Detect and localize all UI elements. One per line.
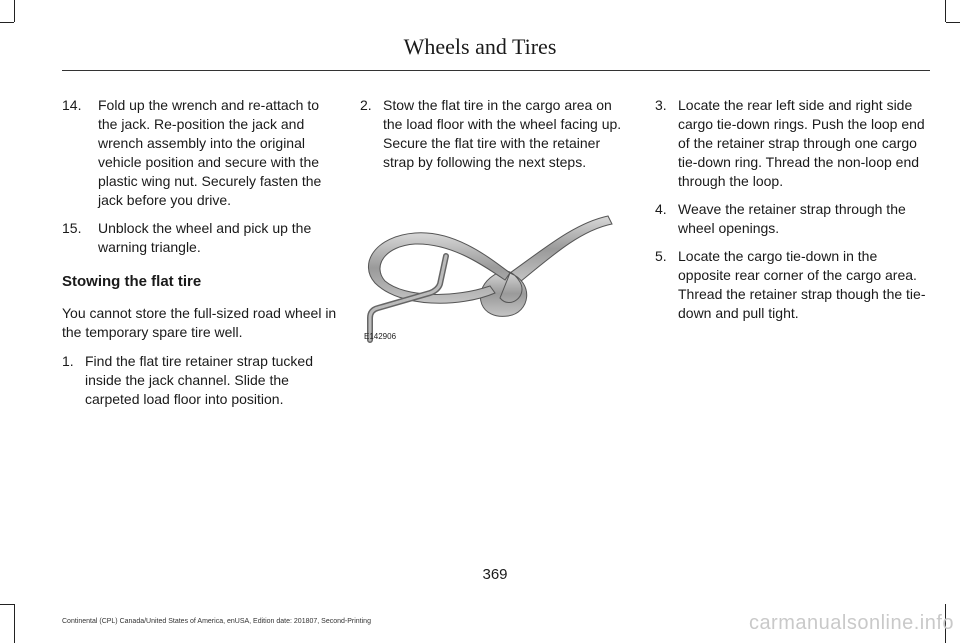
figure-label: E142906: [364, 332, 397, 341]
retainer-strap-illustration: [360, 198, 630, 348]
column-1: [62, 96, 342, 418]
list-item: [655, 200, 930, 238]
list-item: [655, 247, 930, 323]
list-item: [62, 219, 342, 257]
watermark: carmanualsonline.info: [748, 612, 954, 634]
section-heading: Stowing the flat tire: [62, 273, 202, 290]
list-item: [360, 96, 635, 172]
item-number: 2.: [360, 97, 372, 113]
page-title: Wheels and Tires: [403, 34, 557, 59]
list-item: [62, 352, 342, 409]
item-number: 4.: [655, 201, 667, 217]
item-text: Locate the cargo tie-down in the opposite rear corner of the cargo area. Thread the retainer strap though the tie-down and pull tight.: [678, 248, 926, 321]
item-text: Fold up the wrench and re-attach to the jack. Re-position the jack and wrench assembly into the original vehicle position and secure with the plastic wing nut. Securely fasten the jack before you drive.: [98, 97, 322, 208]
item-number: 14.: [62, 97, 82, 113]
crop-mark: [14, 0, 15, 22]
item-text: Weave the retainer strap through the wheel openings.: [678, 201, 906, 236]
item-text: Locate the rear left side and right side cargo tie-down rings. Push the loop end of the retainer strap through one cargo tie-down ring. Thread the non-loop end through the loop.: [678, 97, 925, 189]
list-item: [655, 96, 930, 191]
item-text: Stow the flat tire in the cargo area on the load floor with the wheel facing up. Secure the flat tire with the retainer strap by following the next steps.: [383, 97, 622, 170]
crop-mark: [945, 0, 946, 22]
item-number: 15.: [62, 220, 82, 236]
item-text: Unblock the wheel and pick up the warning triangle.: [98, 220, 312, 255]
column-2: [360, 96, 635, 181]
item-number: 1.: [62, 353, 74, 369]
column-3: [655, 96, 930, 332]
page-number: 369: [482, 566, 508, 583]
list-item: [62, 96, 342, 210]
header-divider: [62, 70, 930, 71]
edition-footer: Continental (CPL) Canada/United States of America, enUSA, Edition date: 201807, Second-Printing: [62, 618, 371, 625]
item-text: Find the flat tire retainer strap tucked inside the jack channel. Slide the carpeted load floor into position.: [85, 353, 313, 407]
crop-mark: [14, 604, 15, 643]
item-number: 5.: [655, 248, 667, 264]
crop-mark: [946, 22, 960, 23]
item-number: 3.: [655, 97, 667, 113]
crop-mark: [0, 604, 14, 605]
crop-mark: [0, 22, 14, 23]
paragraph: You cannot store the full-sized road wheel in the temporary spare tire well.: [62, 305, 337, 340]
